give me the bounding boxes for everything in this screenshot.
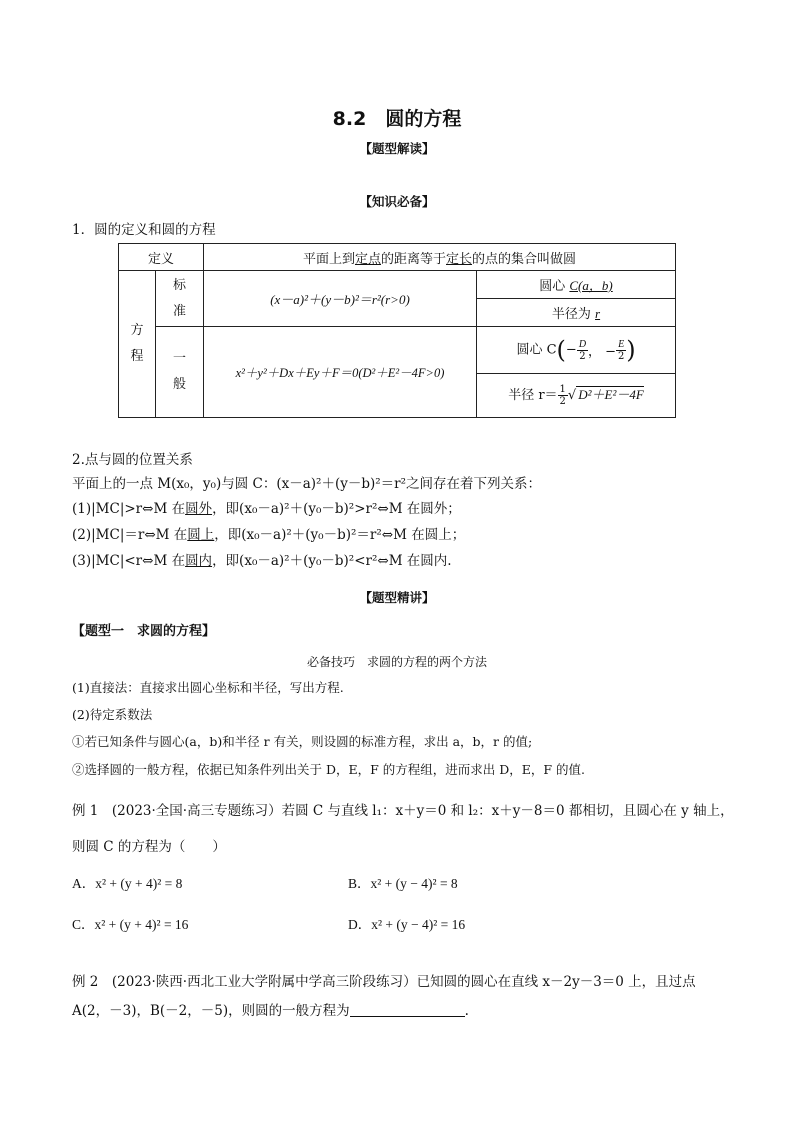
example1-option-a: A．x² + (y + 4)² = 8 bbox=[72, 876, 183, 891]
example2-question-cont: A(2，－3)，B(－2，－5)，则圆的一般方程为 . bbox=[72, 1003, 469, 1019]
standard-radius: 半径为 r bbox=[477, 299, 676, 327]
answer-blank[interactable] bbox=[350, 1004, 465, 1017]
skill-undetermined: (2)待定系数法 bbox=[72, 707, 153, 722]
skill-title: 必备技巧 求圆的方程的两个方法 bbox=[306, 655, 487, 669]
section-detail-heading: 【题型精讲】 bbox=[359, 590, 435, 605]
example1-option-b: B．x² + (y − 4)² = 8 bbox=[348, 876, 458, 891]
type1-title: 【题型一 求圆的方程】 bbox=[72, 624, 216, 639]
example1-option-c: C．x² + (y + 4)² = 16 bbox=[72, 917, 189, 932]
example2-question: 例 2 (2023·陕西·西北工业大学附属中学高三阶段练习）已知圆的圆心在直线 x－2y－3＝0 上，且过点 bbox=[72, 974, 696, 990]
general-radius: 半径 r＝ $\frac{1}{2}$ √ D²＋E²－4F bbox=[477, 374, 676, 418]
standard-center: 圆心 C(a，b) bbox=[477, 271, 676, 299]
section-knowledge-heading: 【知识必备】 bbox=[359, 194, 435, 209]
general-equation: x²＋y²＋Dx＋Ey＋F＝0(D²＋E²－4F>0) bbox=[204, 327, 477, 418]
skill-direct: (1)直接法：直接求出圆心坐标和半径，写出方程. bbox=[72, 680, 344, 695]
equation-label: 方 程 bbox=[119, 271, 156, 418]
relation-outside: (1)|MC|>r⇔M 在圆外，即(x₀－a)²＋(y₀－b)²>r²⇔M 在圆外； bbox=[72, 501, 461, 517]
page-title: 8.2 圆的方程 bbox=[332, 108, 462, 130]
general-center: 圆心 C(− $\frac{D}{2}$ ， − $\frac{E}{2}$ ) bbox=[477, 327, 676, 374]
relation-on: (2)|MC|＝r⇔M 在圆上，即(x₀－a)²＋(y₀－b)²＝r²⇔M 在圆上； bbox=[72, 527, 466, 543]
skill-standard: ①若已知条件与圆心(a，b)和半径 r 有关，则设圆的标准方程，求出 a，b，r 的值; bbox=[72, 734, 533, 749]
definition-text: 平面上到定点的距离等于定长的点的集合叫做圆 bbox=[204, 244, 676, 271]
skill-general: ②选择圆的一般方程，依据已知条件列出关于 D，E，F 的方程组，进而求出 D，E，F 的值. bbox=[72, 762, 586, 777]
definition-label: 定义 bbox=[119, 244, 204, 271]
item2-description: 平面上的一点 M(x₀，y₀)与圆 C：(x－a)²＋(y－b)²＝r²之间存在着下列关系： bbox=[72, 476, 542, 492]
circle-definition-table bbox=[118, 243, 676, 418]
general-label: 一 般 bbox=[156, 327, 204, 418]
item1-heading: 1．圆的定义和圆的方程 bbox=[72, 222, 216, 238]
example1-question-cont: 则圆 C 的方程为（ ） bbox=[72, 839, 226, 855]
section-interpret-heading: 【题型解读】 bbox=[359, 141, 435, 156]
standard-label: 标 准 bbox=[156, 271, 204, 327]
standard-equation: (x－a)²＋(y－b)²＝r²(r>0) bbox=[204, 271, 477, 327]
example1-option-d: D．x² + (y − 4)² = 16 bbox=[348, 917, 466, 932]
item2-heading: 2.点与圆的位置关系 bbox=[72, 452, 193, 468]
relation-inside: (3)|MC|<r⇔M 在圆内，即(x₀－a)²＋(y₀－b)²<r²⇔M 在圆内. bbox=[72, 553, 452, 569]
example1-question: 例 1 (2023·全国·高三专题练习）若圆 C 与直线 l₁：x＋y＝0 和 l₂：x＋y－8＝0 都相切，且圆心在 y 轴上， bbox=[72, 803, 734, 819]
